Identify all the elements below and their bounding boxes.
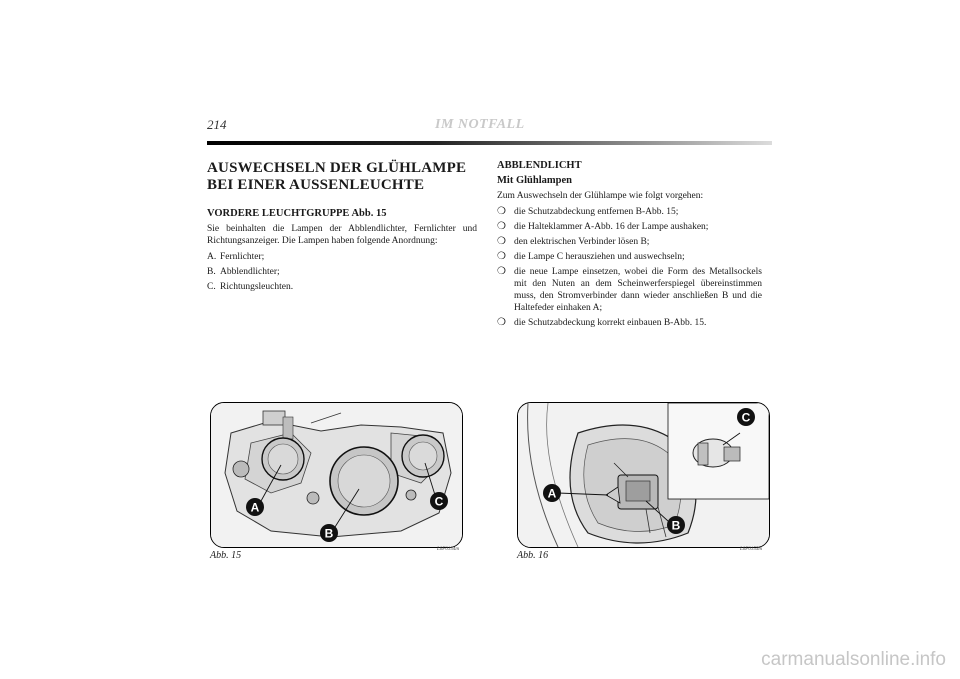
list-item: ❍ die Schutzabdeckung korrekt einbauen B-Abb. 15. — [497, 317, 707, 328]
list-item: ❍ die Lampe C herausziehen und auswechseln; — [497, 251, 685, 262]
label-c-marker — [737, 408, 755, 426]
left-column — [207, 160, 477, 296]
lamp-list — [207, 251, 477, 293]
svg-text:C: C — [434, 494, 444, 509]
svg-text:B: B — [324, 526, 334, 541]
figure-code: L0F0155m — [740, 547, 762, 552]
main-heading-line1: AUSWECHSELN DER GLÜHLAMPE — [207, 160, 467, 176]
figure-bulb-connector — [517, 402, 770, 548]
bullet-icon: ❍ — [497, 251, 506, 262]
list-item: ❍ die neue Lampe einsetzen, wobei die Form des Metallsockels mit den Nuten an dem Scheinwerferspiegel übereinstimmen muss, den Stromverbinder dann wieder anschließen B und die Haltefeder einhaken A; — [497, 266, 762, 313]
label-b-marker — [667, 516, 685, 534]
bullet-icon: ❍ — [497, 221, 506, 232]
figure-headlamp-assembly — [210, 402, 463, 548]
front-light-heading: VORDERE LEUCHTGRUPPE Abb. 15 — [207, 208, 387, 219]
bulbs-subheading: Mit Glühlampen — [497, 175, 572, 186]
bullet-icon: ❍ — [497, 206, 506, 217]
procedure-intro: Zum Auswechseln der Glühlampe wie folgt vorgehen: — [497, 191, 704, 201]
figure-caption: Abb. 15 — [210, 550, 242, 561]
bullet-icon: ❍ — [497, 266, 506, 277]
figure-code: L0F0154m — [437, 547, 459, 552]
header-rule — [207, 141, 772, 145]
bullet-icon: ❍ — [497, 317, 506, 328]
main-heading-line2: BEI EINER AUSSENLEUCHTE — [207, 177, 425, 193]
svg-text:A: A — [547, 486, 557, 501]
page-header — [207, 117, 772, 143]
page-number: 214 — [207, 117, 227, 132]
list-item: C. Richtungsleuchten. — [207, 282, 294, 292]
figure-caption: Abb. 16 — [517, 550, 549, 561]
list-item: B. Abblendlichter; — [207, 267, 280, 277]
procedure-steps — [497, 206, 762, 329]
label-a-marker — [543, 484, 561, 502]
list-item: ❍ den elektrischen Verbinder lösen B; — [497, 236, 650, 247]
right-column — [497, 160, 762, 332]
section-title: IM NOTFALL — [435, 117, 525, 132]
main-heading — [207, 160, 477, 194]
bulb-illustration — [518, 403, 769, 547]
list-item: ❍ die Schutzabdeckung entfernen B-Abb. 15; — [497, 206, 679, 217]
svg-text:A: A — [250, 500, 260, 515]
list-item: A. Fernlichter; — [207, 252, 265, 262]
label-c-marker — [430, 492, 448, 510]
svg-text:B: B — [671, 518, 681, 533]
bullet-icon: ❍ — [497, 236, 506, 247]
label-a-marker — [246, 498, 264, 516]
low-beam-heading: ABBLENDLICHT — [497, 160, 582, 171]
headlamp-illustration — [211, 403, 462, 547]
svg-text:C: C — [741, 410, 751, 425]
front-light-intro: Sie beinhalten die Lampen der Abblendlichter, Fernlichter und Richtungsanzeiger. Die Lampen haben folgende Anordnung: — [207, 224, 477, 246]
list-item: ❍ die Halteklammer A-Abb. 16 der Lampe aushaken; — [497, 221, 709, 232]
label-b-marker — [320, 524, 338, 542]
footer-watermark: carmanualsonline.info — [761, 649, 946, 670]
